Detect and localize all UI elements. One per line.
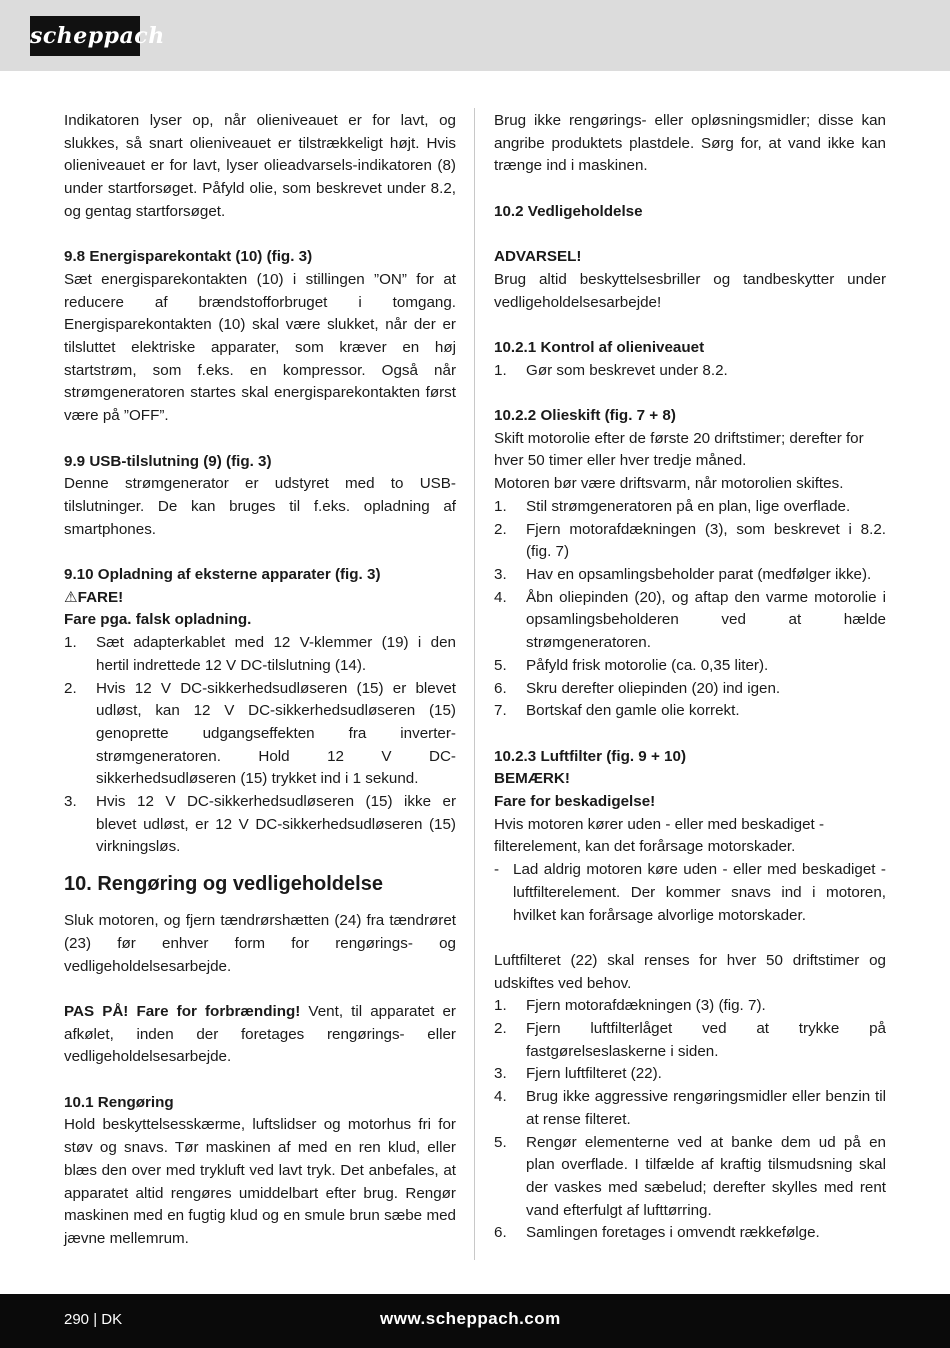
list-item: 2. Fjern motorafdækningen (3), som beskrevet i 8.2. (fig. 7) (494, 520, 886, 561)
chapter-10-heading: 10. Rengøring og vedligeholdelse (64, 873, 383, 896)
scheppach-logo: scheppach (30, 16, 140, 56)
danger-subtitle: Fare pga. falsk opladning. (64, 611, 252, 629)
list-item: 3. Hav en opsamlingsbeholder parat (medfølger ikke). (494, 566, 872, 583)
left-column (64, 110, 456, 1251)
oil-indicator-paragraph: Indikatoren lyser op, når olieniveauet er for lavt, og slukkes, så snart olieniveauet er tilstrækkeligt højt. Hvis olieniveauet er for lavt, lyser olieadvarsels-indikatoren (8) under startforsøget. Påfyld olie, som beskrevet under 8.2, og gentag startforsøget. (64, 112, 456, 220)
section-9-10-heading: 9.10 Opladning af eksterne apparater (fig. 3) (64, 566, 381, 584)
burn-warning-paragraph (64, 1001, 456, 1069)
danger-label: FARE! (77, 588, 124, 606)
list-item: 3. Fjern luftfilteret (22). (494, 1065, 662, 1083)
cleaning-agents-paragraph: Brug ikke rengørings- eller opløsningsmidler; disse kan angribe produktets plastdele. Sørg for, at vand ikke kan trænge ind i maskinen. (494, 112, 886, 175)
danger-warning (64, 587, 456, 610)
section-10-1-text: Hold beskyttelsesskærme, luftslidser og motorhus fri for støv og snavs. Tør maskinen af med en ren klud, eller blæs den over med trykluft ved lavt tryk. Det anbefales, at apparatet altid rengøres umiddelbart efter brug. Rengør maskinen med en fugtig klud og en smule brun sæbe med jævne mellemrum. (64, 1116, 456, 1247)
section-9-9-text: Denne strømgenerator er udstyret med to USB-tilslutninger. De kan bruges til f.eks. opladning af smartphones. (64, 475, 456, 538)
air-filter-warning-list (494, 859, 886, 927)
list-item: 6. Skru derefter oliepinden (20) ind igen. (494, 679, 781, 697)
list-item: 1. Stil strømgeneratoren på en plan, lige overflade. (494, 497, 851, 515)
note-label: BEMÆRK! (494, 770, 570, 788)
section-9-8-text: Sæt energisparekontakten (10) i stillingen ”ON” for at reducere af brændstofforbruget i tomgang. Energisparekontakten (10) skal være slukket, når der er tilsluttet elektriske apparater, som kræver en høj startstrøm, som f.eks. en kompressor. Også når strømgeneratoren startes skal energisparekontakten først være på ”OFF”. (64, 270, 456, 425)
right-column (494, 110, 886, 1245)
note-subtitle: Fare for beskadigelse! (494, 793, 656, 811)
section-10-2-1-heading: 10.2.1 Kontrol af olieniveauet (494, 338, 705, 356)
list-item: 6. Samlingen foretages i omvendt rækkefølge. (494, 1224, 820, 1242)
list-item: - Lad aldrig motoren køre uden - eller med beskadiget - luftfilterelement. Der kommer snavs ind i motoren, hvilket kan forårsage alvorlige motorskader. (494, 861, 886, 924)
oil-change-warm-text: Motoren bør være driftsvarm, når motorolien skiftes. (494, 475, 844, 493)
list-item: 5. Rengør elementerne ved at banke dem ud på en plan overflade. I tilfælde af kraftig tilsmudsning skal der vaskes med sæbelud; derefter skylles med rent vand efterfulgt af lufttørring. (494, 1133, 886, 1219)
section-10-2-heading: 10.2 Vedligeholdelse (494, 202, 643, 220)
page-number: 290 | DK (64, 1311, 123, 1328)
list-item: 4. Brug ikke aggressive rengøringsmidler eller benzin til at rense filteret. (494, 1088, 886, 1128)
list-item: 4. Åbn oliepinden (20), og aftap den varme motorolie i opsamlingsbeholderen ved at hælde strømgeneratoren. (494, 588, 886, 652)
burn-warning-text: Vent, til apparatet er afkølet, inden der foretages rengørings- eller vedligeholdelsesarbejde. (64, 1002, 456, 1066)
list-item: 1. Sæt adapterkablet med 12 V-klemmer (19) i den hertil indrettede 12 V DC-tilslutning (14). (64, 634, 456, 674)
section-10-2-3-heading: 10.2.3 Luftfilter (fig. 9 + 10) (494, 747, 687, 765)
oil-check-list (494, 360, 886, 383)
air-filter-interval-text: Luftfilteret (22) skal renses for hver 50 driftstimer og udskiftes ved behov. (494, 951, 886, 992)
list-item: 5. Påfyld frisk motorolie (ca. 0,35 liter). (494, 656, 769, 674)
section-10-2-2-heading: 10.2.2 Olieskift (fig. 7 + 8) (494, 407, 676, 425)
page-header (0, 0, 950, 71)
list-item: 1. Gør som beskrevet under 8.2. (494, 361, 728, 379)
chapter-10-intro: Sluk motoren, og fjern tændrørshætten (24) fra tændrøret (23) før enhver form for rengørings- og vedligeholdelsesarbejde. (64, 912, 456, 975)
charging-steps-list (64, 632, 456, 859)
air-filter-damage-text: Hvis motoren kører uden - eller med beskadiget - filterelement, kan det forårsage motorskader. (494, 815, 825, 856)
list-item: 7. Bortskaf den gamle olie korrekt. (494, 702, 740, 720)
list-item: 1. Fjern motorafdækningen (3) (fig. 7). (494, 997, 766, 1015)
column-divider (474, 108, 475, 1260)
oil-change-interval-text: Skift motorolie efter de første 20 driftstimer; derefter for hver 50 timer eller hver tredje måned. (494, 429, 864, 470)
section-9-8-heading: 9.8 Energisparekontakt (10) (fig. 3) (64, 248, 313, 266)
section-9-9-heading: 9.9 USB-tilslutning (9) (fig. 3) (64, 452, 272, 470)
warning-triangle-icon: ⚠ (64, 588, 78, 606)
list-item: 2. Fjern luftfilterlåget ved at trykke på fastgørelseslaskerne i siden. (494, 1020, 886, 1060)
list-item: 3. Hvis 12 V DC-sikkerhedsudløseren (15) ikke er blevet udløst, er 12 V DC-sikkerhedsudløseren (15) virkningsløs. (64, 793, 456, 856)
website-link[interactable]: www.scheppach.com (380, 1309, 561, 1328)
warning-label: ADVARSEL! (494, 248, 582, 266)
oil-change-steps-list (494, 496, 886, 723)
burn-warning-label: PAS PÅ! Fare for forbrænding! (64, 1002, 301, 1020)
section-10-1-heading: 10.1 Rengøring (64, 1093, 174, 1111)
air-filter-steps-list (494, 995, 886, 1245)
warning-text: Brug altid beskyttelsesbriller og tandbeskytter under vedligeholdelsesarbejde! (494, 270, 886, 311)
list-item: 2. Hvis 12 V DC-sikkerhedsudløseren (15) er blevet udløst, kan 12 V DC-sikkerhedsudløseren (15) genoprette udgangseffekten fra inverter-strømgeneratoren. Hold 12 V DC-sikkerhedsudløseren (15) trykket ind i 1 sekund. (64, 679, 456, 788)
page-footer (0, 1294, 950, 1348)
